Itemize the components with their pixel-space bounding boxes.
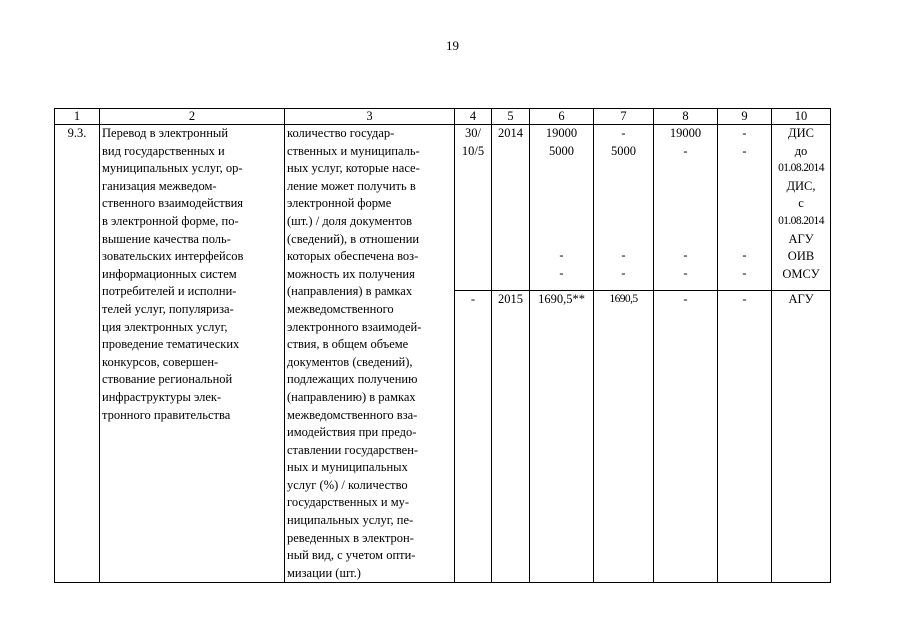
text-line: - [742,265,747,280]
value-col7-cell: 1690,5 [594,291,654,583]
text-line: можность их получения [287,266,415,281]
text-line: ОИВ [787,249,815,264]
table-row-upper [55,125,831,291]
text-line: ция электронных услуг, [102,319,228,334]
text-line: АГУ [788,231,814,246]
text-line: - [621,248,626,262]
value-col9-cell: - [718,291,772,583]
text-line: межведомственного вза- [287,407,418,422]
text-line: (шт.) / доля документов [287,213,413,228]
header-cell: 2 [100,109,285,125]
text-line: электронного взаимодей- [287,319,422,334]
text-line: ствование региональной [102,372,233,387]
text-line: мизации (шт.) [287,565,361,580]
event-lines [102,125,282,424]
text-line: инфраструктуры элек- [102,389,222,404]
value-col6-bottom [530,247,593,282]
page-number: 19 [446,38,459,53]
text-line: - [742,126,747,140]
text-line: муниципальных услуг, ор- [102,161,243,176]
header-cell: 3 [285,109,455,125]
value-col8-cell: - [654,291,718,583]
text-line: подлежащих получению [287,372,418,387]
text-line: ниципальных услуг, пе- [287,513,414,528]
text-line: ДИС [788,126,814,140]
text-line: ственных и муниципаль- [287,143,420,158]
text-line: 01.08.2014 [778,162,824,175]
text-line: которых обеспечена воз- [287,249,419,264]
text-line: - [559,265,564,280]
year-cell: 2015 [492,291,530,583]
text-line: телей услуг, популяриза- [102,301,234,316]
value-col9-bottom [718,247,771,282]
header-row [55,109,831,125]
text-line: - [683,265,688,280]
header-cell: 10 [772,109,831,125]
text-line: документов (сведений), [287,354,413,369]
text-line: (направлению) в рамках [287,389,416,404]
text-line: услуг (%) / количество [287,477,408,492]
value-col9-lines [718,125,771,160]
text-line: ных и муниципальных [287,460,408,475]
header-cell: 4 [455,109,492,125]
text-line: ных услуг, которые насе- [287,161,420,176]
value-col6-lines [530,125,593,160]
value-col7-lines [594,125,653,160]
text-line: с [798,196,804,211]
header-cell: 8 [654,109,718,125]
text-line: ОМСУ [782,266,820,281]
header-cell: 9 [718,109,772,125]
text-line: 5000 [611,143,636,158]
text-line: вид государственных и [102,143,225,158]
indicator-description [285,125,455,583]
header-cell: 6 [530,109,594,125]
text-line: 19000 [545,126,578,140]
text-line: ление может получить в [287,178,416,193]
text-line: 10/5 [461,143,485,158]
text-line: тронного правительства [102,407,231,422]
responsible-cell [772,125,831,291]
text-line: проведение тематических [102,337,240,352]
text-line: потребителей и исполни- [102,284,237,299]
text-line: - [742,143,747,158]
text-line: государственных и му- [287,495,410,510]
text-line: количество государ- [287,126,395,140]
text-line: ставлении государствен- [287,442,419,457]
text-line: ганизация межведом- [102,178,217,193]
text-line: - [683,248,688,262]
text-line: в электронной форме, по- [102,213,239,228]
text-line: информационных систем [102,266,237,281]
year-cell: 2014 [492,125,530,291]
text-line: 01.08.2014 [778,214,824,227]
value-col9-cell [718,125,772,291]
text-line: зовательских интерфейсов [102,249,244,264]
value-col8-lines [654,125,717,160]
text-line: - [683,143,688,158]
responsible-cell: АГУ [772,291,831,583]
text-line: - [742,248,747,262]
text-line: 19000 [669,126,702,140]
value-col8-bottom [654,247,717,282]
text-line: имодействия при предо- [287,425,417,440]
text-line: 5000 [549,143,574,158]
indicator-lines [287,125,452,582]
target-value-lines [455,125,491,160]
header-cell: 1 [55,109,100,125]
data-table [54,108,831,583]
header-cell: 7 [594,109,654,125]
text-line: - [559,248,564,262]
text-line: - [621,126,626,140]
text-line: (сведений), в отношении [287,231,420,246]
value-col7-bottom [594,247,653,282]
text-line: вышение качества поль- [102,231,231,246]
text-line: ствия, в общем объеме [287,337,409,352]
text-line: - [621,265,626,280]
text-line: 30/ [465,126,481,140]
header-cell: 5 [492,109,530,125]
text-line: электронной форме [287,196,392,211]
value-col6-cell [530,125,594,291]
text-line: Перевод в электронный [102,126,229,140]
text-line: (направления) в рамках [287,284,413,299]
text-line: реведенных в электрон- [287,530,414,545]
text-line: ный вид, с учетом опти- [287,548,416,563]
text-line: ственного взаимодействия [102,196,244,211]
text-line: до [794,143,808,158]
value-col7-cell [594,125,654,291]
value-col6-cell: 1690,5** [530,291,594,583]
text-line: ДИС, [786,178,816,193]
text-line: конкурсов, совершен- [102,354,219,369]
value-col8-cell [654,125,718,291]
responsible-lines [772,125,830,283]
target-value-cell [455,125,492,291]
target-value-cell: - [455,291,492,583]
event-description [100,125,285,583]
row-number: 9.3. [55,125,100,583]
text-line: межведомственного [287,301,394,316]
